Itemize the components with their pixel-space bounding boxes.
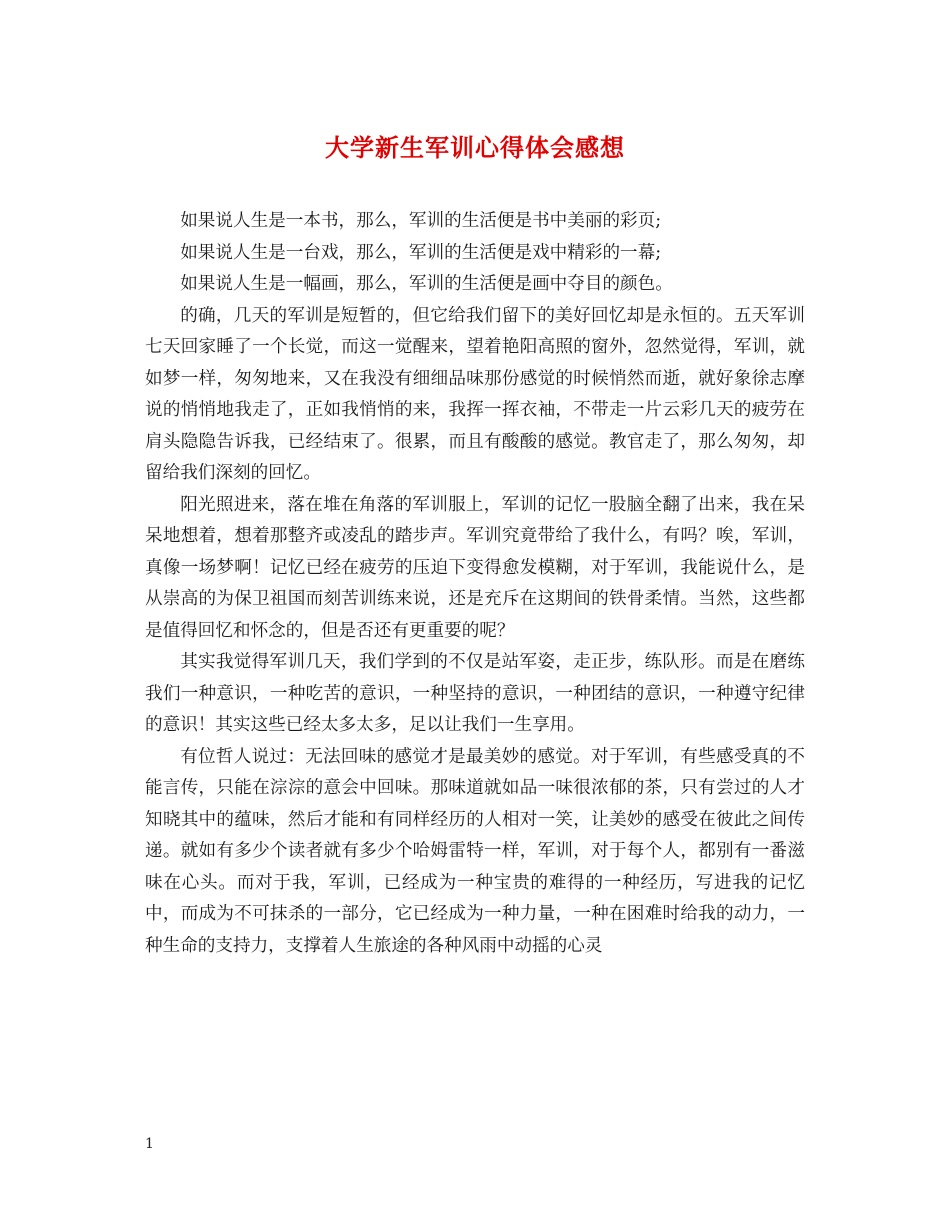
paragraph-3: 如果说人生是一幅画，那么，军训的生活便是画中夺目的颜色。 [180, 274, 673, 294]
paragraph-2: 如果说人生是一台戏，那么，军训的生活便是戏中精彩的一幕; [180, 242, 662, 263]
document-title: 大学新生军训心得体会感想 [325, 133, 625, 162]
page-number: 1 [145, 1136, 154, 1152]
paragraph-6: 其实我觉得军训几天，我们学到的不仅是站军姿，走正步，练队形。而是在磨练我们一种意识，一种吃苦的意识，一种坚持的意识，一种团结的意识，一种遵守纪律的意识！其实这些已经太多太多，足以让我们一生享用。 [145, 652, 805, 735]
paragraph-1: 如果说人生是一本书，那么，军训的生活便是书中美丽的彩页; [180, 211, 662, 231]
document-body [145, 206, 805, 962]
paragraph-7: 有位哲人说过：无法回味的感觉才是最美妙的感觉。对于军训，有些感受真的不能言传，只能在淙淙的意会中回味。那味道就如品一味很浓郁的茶，只有尝过的人才知晓其中的蕴味，然后才能和有同样经历的人相对一笑，让美妙的感受在彼此之间传递。就如有多少个读者就有多少个哈姆雷特一样，军训，对于每个人，都别有一番滋味在心头。而对于我，军训，已经成为一种宝贵的难得的一种经历，写进我的记忆中，而成为不可抹杀的一部分，它已经成为一种力量，一种在困难时给我的动力，一种生命的支持力，支撑着人生旅途的各种风雨中动摇的心灵 [145, 746, 805, 956]
paragraph-4: 的确，几天的军训是短暂的，但它给我们留下的美好回忆却是永恒的。五天军训七天回家睡了一个长觉，而这一觉醒来，望着艳阳高照的窗外，忽然觉得，军训，就如梦一样，匆匆地来，又在我没有细细品味那份感觉的时候悄然而逝，就好象徐志摩说的悄悄地我走了，正如我悄悄的来，我挥一挥衣袖，不带走一片云彩几天的疲劳在肩头隐隐告诉我，已经结束了。很累，而且有酸酸的感觉。教官走了，那么匆匆，却留给我们深刻的回忆。 [145, 305, 805, 483]
paragraph-5: 阳光照进来，落在堆在角落的军训服上，军训的记忆一股脑全翻了出来，我在呆呆地想着，想着那整齐或凌乱的踏步声。军训究竟带给了我什么，有吗？唉，军训，真像一场梦啊！记忆已经在疲劳的压迫下变得愈发模糊，对于军训，我能说什么，是从崇高的为保卫祖国而刻苦训练来说，还是充斥在这期间的铁骨柔情。当然，这些都是值得回忆和怀念的，但是否还有更重要的呢？ [145, 494, 805, 641]
